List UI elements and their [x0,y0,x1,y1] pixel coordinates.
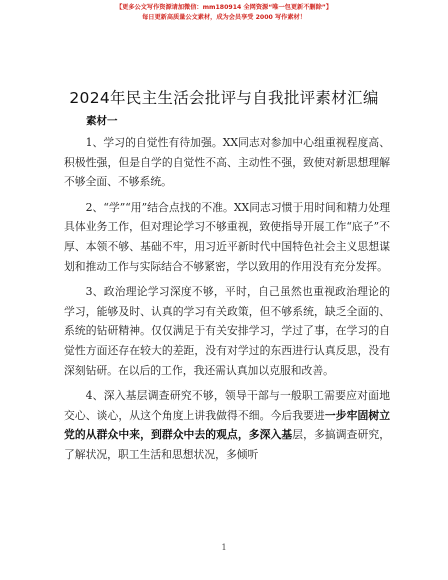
section-heading: 素材一 [86,115,118,127]
paragraph-4 [64,386,390,464]
paragraph-2: 2、“学”“用”结合点找的不准。XX同志习惯于用时间和精力处理具体业务工作，但对理论学习不够重视，致使指导开展工作“底子”不厚、本领不够、基础不牢，用习近平新时代中国特色社会主义思想谋划和推动工作与实际结合不够紧密，学以致用的作用没有充分发挥。 [64,200,390,273]
paragraph-4-bold-text: 一步牢固树立党的从群众中来，到群众中去的观点，多深入基 [64,408,391,442]
promo-banner-line2: 每日更新高质量公文素材，成为会员享受 2000 写作素材！ [142,14,306,21]
paragraph-4-text-after: 层，多搞调查研究，了解状况，职工生活和思想状况，多倾听 [64,428,390,461]
document-title: 2024年民主生活会批评与自我批评素材汇编 [69,89,379,107]
promo-banner-line1: 【更多公文写作资源请加微信：mm180914 全网资源“唯一包更新不删除”】 [115,4,333,11]
paragraph-3: 3、政治理论学习深度不够，平时，自己虽然也重视政治理论的学习，能够及时、认真的学习有关政策，但不够系统，缺乏全面的、系统的钻研精神。仅仅满足于有关安排学习，学过了事，在学习的自觉性方面还存在较大的差距，没有对学过的东西进行认真反思，没有深刻钻研。在以后的工作，我还需认真加以克服和改善。 [64,285,390,377]
paragraph-4-text-before: 4、深入基层调查研究不够，领导干部与一般职工需要应对面地交心、谈心，从这个角度上讲我做得不细。今后我要进 [64,389,390,422]
paragraph-1: 1、学习的自觉性有待加强。XX同志对参加中心组重视程度高、积极性强，但是自学的自觉性不高、主动性不强，致使对新思想理解不够全面、不够系统。 [64,136,390,189]
document-body [64,133,390,471]
promo-banner [0,3,448,23]
page-number: 1 [221,543,227,552]
